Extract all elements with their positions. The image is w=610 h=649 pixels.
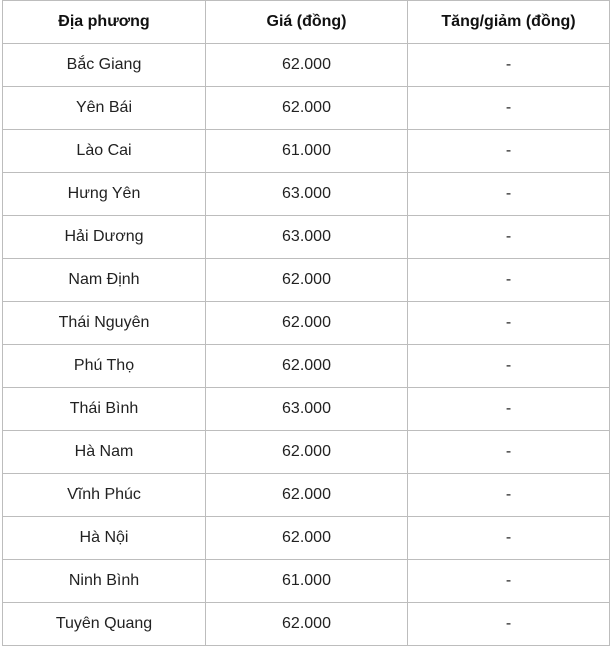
- change-cell: -: [408, 388, 610, 431]
- price-cell: 62.000: [206, 345, 408, 388]
- table-row: [3, 44, 610, 87]
- change-cell: -: [408, 517, 610, 560]
- table-row: [3, 345, 610, 388]
- header-region: Địa phương: [3, 1, 206, 44]
- header-change: Tăng/giảm (đồng): [408, 1, 610, 44]
- table-row: [3, 431, 610, 474]
- table-row: [3, 388, 610, 431]
- price-cell: 62.000: [206, 87, 408, 130]
- change-cell: -: [408, 216, 610, 259]
- change-cell: -: [408, 560, 610, 603]
- region-cell: Vĩnh Phúc: [3, 474, 206, 517]
- price-table: [2, 0, 610, 646]
- price-cell: 62.000: [206, 517, 408, 560]
- change-cell: -: [408, 259, 610, 302]
- region-cell: Yên Bái: [3, 87, 206, 130]
- change-cell: -: [408, 173, 610, 216]
- table-row: [3, 259, 610, 302]
- price-cell: 63.000: [206, 173, 408, 216]
- table-row: [3, 87, 610, 130]
- region-cell: Bắc Giang: [3, 44, 206, 87]
- region-cell: Lào Cai: [3, 130, 206, 173]
- region-cell: Hưng Yên: [3, 173, 206, 216]
- table-header: [3, 1, 610, 44]
- change-cell: -: [408, 345, 610, 388]
- change-cell: -: [408, 431, 610, 474]
- region-cell: Phú Thọ: [3, 345, 206, 388]
- region-cell: Thái Bình: [3, 388, 206, 431]
- header-price: Giá (đồng): [206, 1, 408, 44]
- table-row: [3, 560, 610, 603]
- price-cell: 63.000: [206, 388, 408, 431]
- table-row: [3, 130, 610, 173]
- price-cell: 62.000: [206, 44, 408, 87]
- price-cell: 62.000: [206, 259, 408, 302]
- change-cell: -: [408, 44, 610, 87]
- region-cell: Hà Nội: [3, 517, 206, 560]
- change-cell: -: [408, 603, 610, 646]
- table-row: [3, 517, 610, 560]
- price-cell: 62.000: [206, 302, 408, 345]
- change-cell: -: [408, 474, 610, 517]
- region-cell: Nam Định: [3, 259, 206, 302]
- header-row: [3, 1, 610, 44]
- price-cell: 62.000: [206, 603, 408, 646]
- price-cell: 62.000: [206, 474, 408, 517]
- price-cell: 61.000: [206, 130, 408, 173]
- change-cell: -: [408, 302, 610, 345]
- table-body: [3, 44, 610, 646]
- change-cell: -: [408, 87, 610, 130]
- region-cell: Thái Nguyên: [3, 302, 206, 345]
- table-row: [3, 474, 610, 517]
- region-cell: Hà Nam: [3, 431, 206, 474]
- region-cell: Tuyên Quang: [3, 603, 206, 646]
- price-cell: 63.000: [206, 216, 408, 259]
- price-cell: 62.000: [206, 431, 408, 474]
- table-row: [3, 302, 610, 345]
- table-row: [3, 173, 610, 216]
- table-row: [3, 603, 610, 646]
- price-cell: 61.000: [206, 560, 408, 603]
- change-cell: -: [408, 130, 610, 173]
- table-row: [3, 216, 610, 259]
- region-cell: Hải Dương: [3, 216, 206, 259]
- region-cell: Ninh Bình: [3, 560, 206, 603]
